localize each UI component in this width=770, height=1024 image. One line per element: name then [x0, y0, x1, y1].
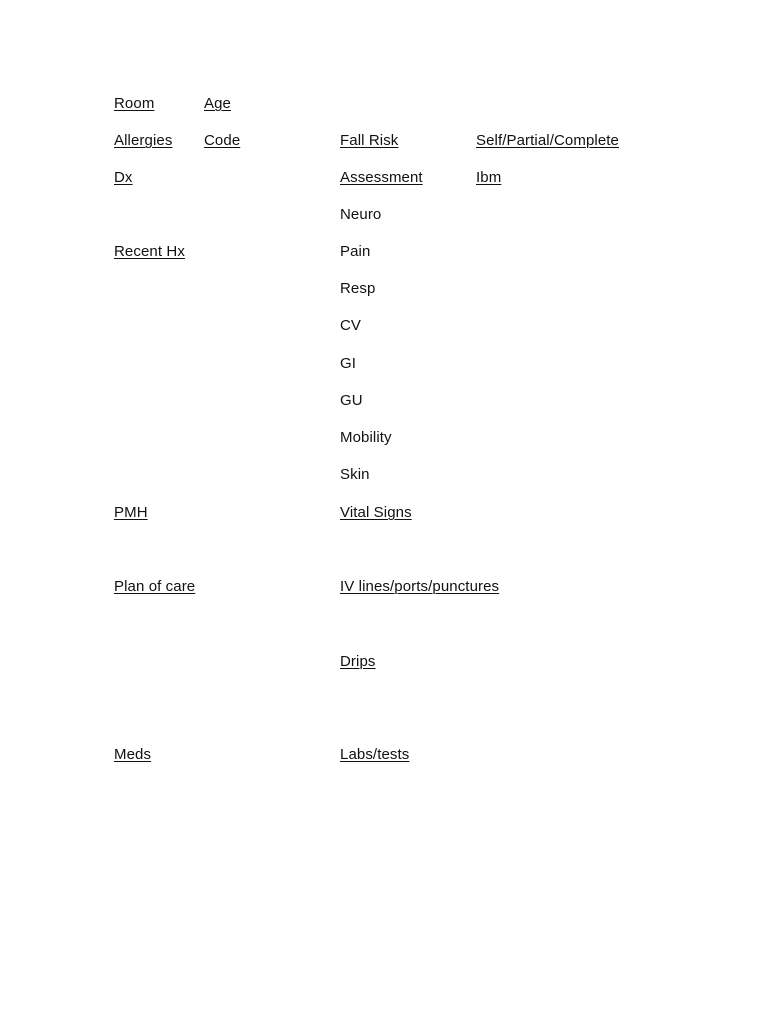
labs-tests-label: Labs/tests: [340, 746, 410, 763]
assessment-item-pain: Pain: [340, 243, 371, 260]
room-label: Room: [114, 95, 155, 112]
meds-label: Meds: [114, 746, 152, 763]
drips-label: Drips: [340, 653, 376, 670]
iv-lines-label: IV lines/ports/punctures: [340, 578, 500, 595]
allergies-label: Allergies: [114, 132, 173, 149]
dx-label: Dx: [114, 169, 133, 186]
assessment-item-resp: Resp: [340, 280, 376, 297]
recent-hx-label: Recent Hx: [114, 243, 185, 260]
self-partial-complete-label: Self/Partial/Complete: [476, 132, 619, 149]
ibm-label: Ibm: [476, 169, 502, 186]
assessment-item-gi: GI: [340, 355, 357, 372]
pmh-label: PMH: [114, 504, 148, 521]
assessment-item-cv: CV: [340, 317, 362, 334]
assessment-label: Assessment: [340, 169, 423, 186]
fall-risk-label: Fall Risk: [340, 132, 399, 149]
assessment-item-gu: GU: [340, 392, 363, 409]
plan-of-care-label: Plan of care: [114, 578, 196, 595]
age-label: Age: [204, 95, 231, 112]
assessment-item-skin: Skin: [340, 466, 370, 483]
code-label: Code: [204, 132, 241, 149]
assessment-item-neuro: Neuro: [340, 206, 382, 223]
vital-signs-label: Vital Signs: [340, 504, 412, 521]
assessment-item-mobility: Mobility: [340, 429, 392, 446]
